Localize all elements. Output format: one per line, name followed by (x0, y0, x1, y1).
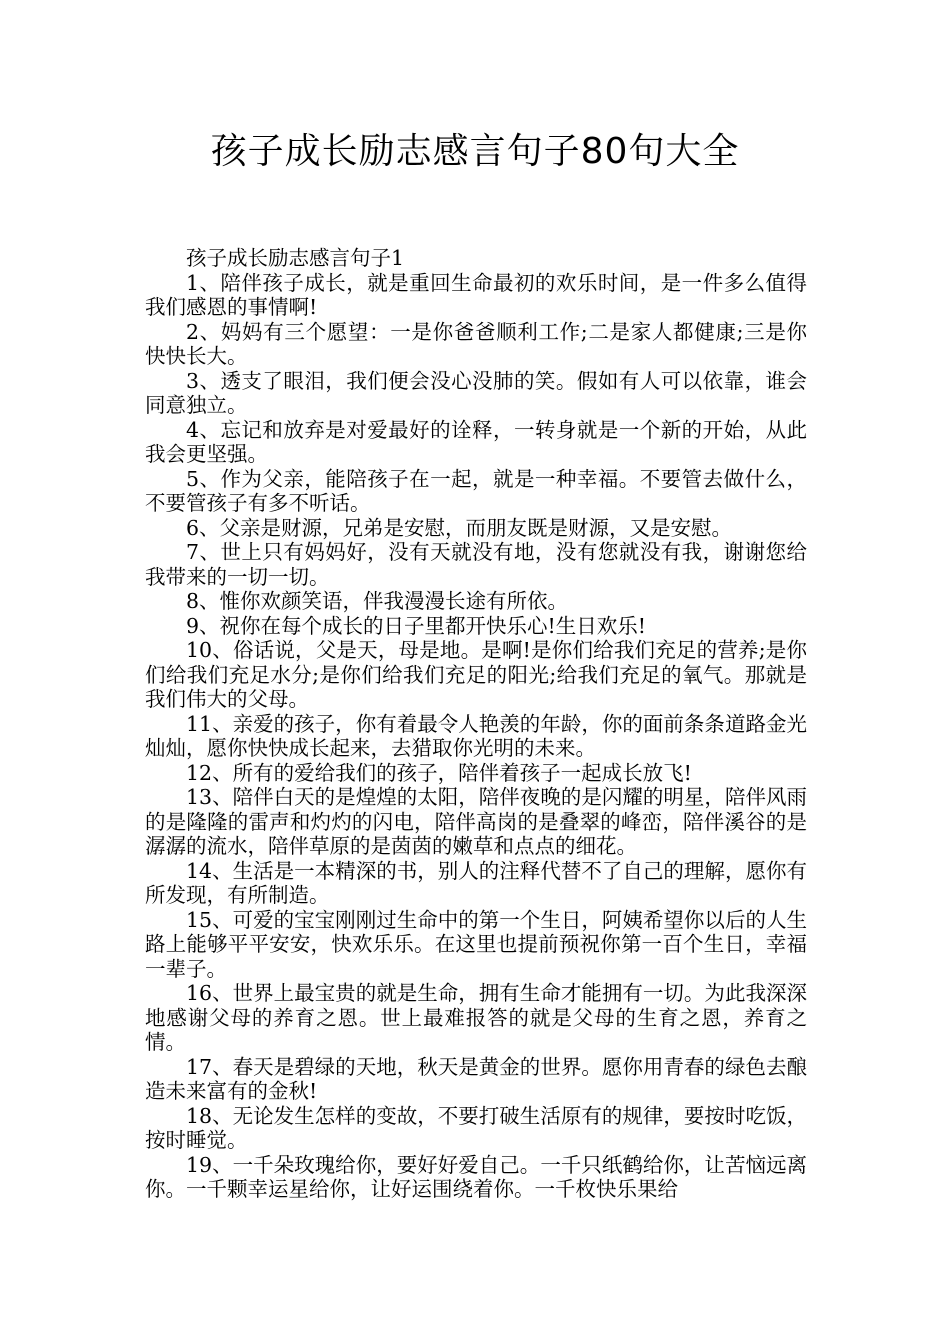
paragraph: 17、春天是碧绿的天地，秋天是黄金的世界。愿你用青春的绿色去酿造未来富有的金秋! (145, 1054, 807, 1103)
section-heading: 孩子成长励志感言句子1 (186, 246, 405, 270)
paragraph: 3、透支了眼泪，我们便会没心没肺的笑。假如有人可以依靠，谁会同意独立。 (145, 368, 807, 417)
paragraph: 7、世上只有妈妈好，没有天就没有地，没有您就没有我，谢谢您给我带来的一切一切。 (145, 540, 807, 589)
paragraph: 12、所有的爱给我们的孩子，陪伴着孩子一起成长放飞! (186, 760, 692, 785)
paragraph: 9、祝你在每个成长的日子里都开快乐心!生日欢乐! (186, 613, 647, 638)
paragraph: 2、妈妈有三个愿望：一是你爸爸顺利工作;二是家人都健康;三是你快快长大。 (145, 319, 807, 368)
paragraph: 13、陪伴白天的是煌煌的太阳，陪伴夜晚的是闪耀的明星，陪伴风雨的是隆隆的雷声和灼灼的闪电，陪伴高岗的是叠翠的峰峦，陪伴溪谷的是潺潺的流水，陪伴草原的是茵茵的嫩草和点点的细花。 (145, 785, 807, 858)
paragraph: 4、忘记和放弃是对爱最好的诠释，一转身就是一个新的开始，从此我会更坚强。 (145, 417, 807, 466)
paragraph: 1、陪伴孩子成长，就是重回生命最初的欢乐时间，是一件多么值得我们感恩的事情啊! (145, 270, 807, 319)
paragraph: 16、世界上最宝贵的就是生命，拥有生命才能拥有一切。为此我深深地感谢父母的养育之恩。世上最难报答的就是父母的生育之恩，养育之情。 (145, 981, 807, 1054)
paragraph: 10、俗话说，父是天，母是地。是啊!是你们给我们充足的营养;是你们给我们充足水分;是你们给我们充足的阳光;给我们充足的氧气。那就是我们伟大的父母。 (145, 638, 807, 711)
paragraph: 5、作为父亲，能陪孩子在一起，就是一种幸福。不要管去做什么，不要管孩子有多不听话。 (145, 466, 807, 515)
paragraph: 18、无论发生怎样的变故，不要打破生活原有的规律，要按时吃饭，按时睡觉。 (145, 1103, 807, 1152)
paragraph: 8、惟你欢颜笑语，伴我漫漫长途有所依。 (186, 589, 569, 613)
paragraph: 19、一千朵玫瑰给你，要好好爱自己。一千只纸鹤给你，让苦恼远离你。一千颗幸运星给你，让好运围绕着你。一千枚快乐果给 (145, 1152, 807, 1201)
paragraph: 15、可爱的宝宝刚刚过生命中的第一个生日，阿姨希望你以后的人生路上能够平平安安，快欢乐乐。在这里也提前预祝你第一百个生日，幸福一辈子。 (145, 907, 807, 981)
document-body (145, 246, 807, 1202)
paragraph: 11、亲爱的孩子，你有着最令人艳羡的年龄，你的面前条条道路金光灿灿，愿你快快成长起来，去猎取你光明的未来。 (145, 711, 807, 760)
document-title: 孩子成长励志感言句子80句大全 (210, 131, 740, 172)
paragraph: 14、生活是一本精深的书，别人的注释代替不了自己的理解，愿你有所发现，有所制造。 (145, 858, 807, 907)
paragraph: 6、父亲是财源，兄弟是安慰，而朋友既是财源，又是安慰。 (186, 515, 733, 540)
